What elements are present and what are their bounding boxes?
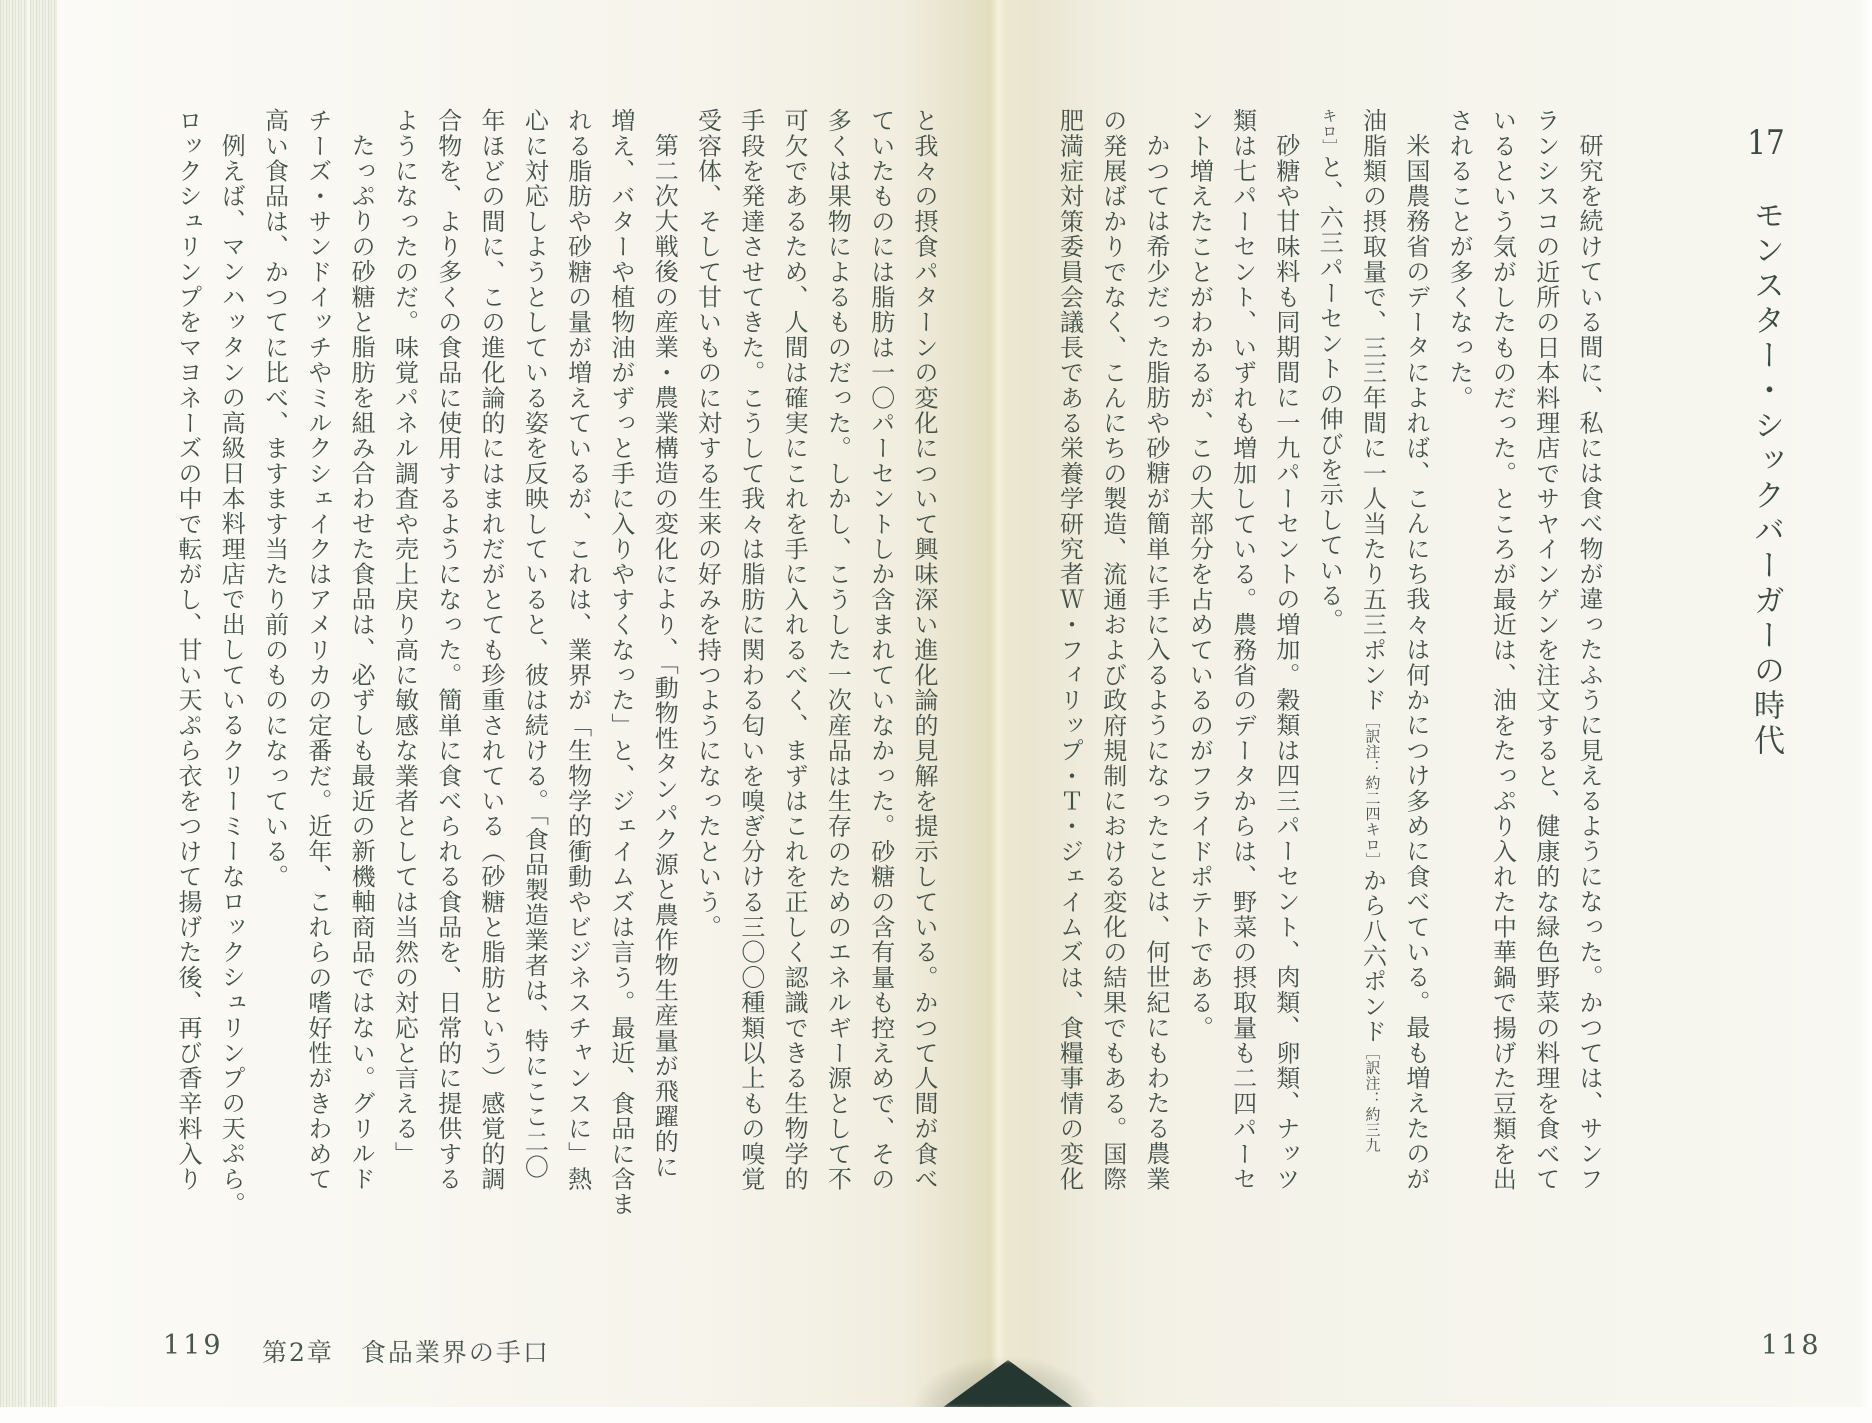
left-page-column-13 xyxy=(382,108,425,1218)
body-text: いるという気がしたものだった。ところが最近は、油をたっぷり入れた中華鍋で揚げた豆類を出 xyxy=(1488,108,1517,1192)
right-page-column-6 xyxy=(1350,108,1393,1218)
left-page-column-18 xyxy=(166,108,209,1218)
running-header: 第2章 食品業界の手口 xyxy=(262,1338,550,1367)
page-number-left: 119 xyxy=(163,1330,224,1361)
left-page-column-2 xyxy=(858,108,901,1218)
body-text: 合物を、より多くの食品に使用するようになった。簡単に食べられる食品を、日常的に提供する xyxy=(433,108,462,1192)
left-page-column-14 xyxy=(339,108,382,1243)
body-text: 肥満症対策委員会議長である栄養学研究者Ｗ・フィリップ・Ｔ・ジェイムズは、食糧事情の変化 xyxy=(1055,108,1084,1192)
right-page-column-12 xyxy=(1090,108,1133,1218)
left-page-column-10 xyxy=(512,108,555,1218)
body-text: 心に対応しようとしている姿を反映していると、彼は続ける。「食品製造業者は、特にここ二〇 xyxy=(520,108,549,1180)
body-text: 多くは果物によるものだった。しかし、こうした一次産品は生存のためのエネルギー源として不 xyxy=(823,108,852,1192)
right-page-column-7 xyxy=(1307,108,1350,1218)
right-page-column-5 xyxy=(1394,108,1437,1243)
body-text: の発展ばかりでなく、こんにちの製造、流通および政府規制における変化の結果でもある。国際 xyxy=(1098,108,1127,1192)
body-text: と我々の摂食パターンの変化について興味深い進化論的見解を提示している。かつて人間が食べ xyxy=(910,108,938,1192)
body-text: 油脂類の摂取量で、三三年間に一人当たり五三ポンド xyxy=(1358,108,1387,713)
body-text: されることが多くなった。 xyxy=(1445,108,1474,411)
left-page-column-8 xyxy=(599,108,642,1218)
right-page-column-1 xyxy=(1567,108,1610,1243)
chapter-title: モンスター・シックバーガーの時代 xyxy=(1748,199,1784,760)
body-text: 増え、バターや植物油がずっと手に入りやすくなった」と、ジェイムズは言う。最近、食品に含ま xyxy=(606,108,635,1217)
left-page-column-16 xyxy=(252,108,295,1218)
left-page-text xyxy=(160,108,945,1218)
left-page-column-3 xyxy=(815,108,858,1218)
body-text: ランシスコの近所の日本料理店でサヤインゲンを注文すると、健康的な緑色野菜の料理を食べて xyxy=(1531,108,1560,1192)
translator-note: ［訳注：約二四キロ］ xyxy=(1363,712,1382,868)
left-page-column-9 xyxy=(555,108,598,1218)
body-text: かつては希少だった脂肪や砂糖が簡単に手に入るようになったことは、何世紀にもわたる農業 xyxy=(1142,133,1171,1192)
body-text: 可欠であるため、人間は確実にこれを手に入れるべく、まずはこれを正しく認識できる生物学的 xyxy=(780,108,809,1192)
right-page-text xyxy=(1047,108,1610,1218)
body-text: と、六三パーセントの伸びを示している。 xyxy=(1315,154,1344,634)
left-page-column-12 xyxy=(425,108,468,1218)
chapter-heading xyxy=(1740,126,1792,1376)
page-edge-stripes-inner xyxy=(30,0,57,1409)
body-text: 手段を発達させてきた。こうして我々は脂肪に関わる匂いを嗅ぎ分ける三〇〇種類以上もの嗅覚 xyxy=(736,108,765,1192)
chapter-number: 17 xyxy=(1747,126,1785,160)
body-text: 第二次大戦後の産業・農業構造の変化により、「動物性タンパク源と農作物生産量が飛躍的に xyxy=(650,133,679,1180)
body-text: チーズ・サンドイッチやミルクシェイクはアメリカの定番だ。近年、これらの嗜好性がきわめて xyxy=(303,108,332,1192)
body-text: 例えば、マンハッタンの高級日本料理店で出しているクリーミーなロックシュリンプの天ぷら。 xyxy=(217,133,246,1217)
right-page-column-11 xyxy=(1134,108,1177,1243)
right-page-column-8 xyxy=(1264,108,1307,1243)
body-text: 米国農務省のデータによれば、こんにち我々は何かにつけ多めに食べている。最も増えたのが xyxy=(1401,133,1430,1192)
page-edge-stripes-outer xyxy=(0,0,27,1409)
body-text: 類は七パーセント、いずれも増加している。農務省のデータからは、野菜の摂取量も二四パーセ xyxy=(1228,108,1257,1192)
left-page-column-5 xyxy=(729,108,772,1218)
right-page-column-10 xyxy=(1177,108,1220,1218)
right-page-column-4 xyxy=(1437,108,1480,1218)
right-page-column-2 xyxy=(1523,108,1566,1218)
left-page-column-6 xyxy=(685,108,728,1218)
body-text: ようになったのだ。味覚パネル調査や売上戻り高に敏感な業者としては当然の対応と言える」 xyxy=(390,108,419,1167)
body-text: れる脂肪や砂糖の量が増えているが、これは、業界が「生物学的衝動やビジネスチャンスに」熱 xyxy=(563,108,592,1192)
left-page-column-15 xyxy=(296,108,339,1218)
body-text: ロックシュリンプをマヨネーズの中で転がし、甘い天ぷら衣をつけて揚げた後、再び香辛料入り xyxy=(173,108,202,1192)
left-page-column-7 xyxy=(642,108,685,1243)
body-text: 年ほどの間に、この進化論的にはまれだがとても珍重されている（砂糖と脂肪という）感覚的調 xyxy=(477,108,506,1192)
left-page-column-1 xyxy=(902,108,945,1218)
body-text: たっぷりの砂糖と脂肪を組み合わせた食品は、必ずしも最近の新機軸商品ではない。グリルド xyxy=(347,133,376,1192)
right-page-column-13 xyxy=(1047,108,1090,1218)
body-text: 砂糖や甘味料も同期間に一九パーセントの増加。穀類は四三パーセント、肉類、卵類、ナッツ xyxy=(1271,133,1300,1192)
scan-bottom-edge xyxy=(0,1407,1872,1423)
left-page-column-11 xyxy=(469,108,512,1218)
left-page-column-4 xyxy=(772,108,815,1218)
right-page-column-9 xyxy=(1220,108,1263,1218)
left-page-column-17 xyxy=(209,108,252,1243)
body-text: 高い食品は、かつてに比べ、ますます当たり前のものになっている。 xyxy=(260,108,289,890)
right-page-column-3 xyxy=(1480,108,1523,1218)
page-number-right: 118 xyxy=(1761,1330,1822,1361)
body-text: ント増えたことがわかるが、この大部分を占めているのがフライドポテトである。 xyxy=(1185,108,1214,1041)
translator-note: キロ］ xyxy=(1320,108,1339,155)
body-text: 受容体、そして甘いものに対する生来の好みを持つようになったという。 xyxy=(693,108,722,940)
body-text: ていたものには脂肪は一〇パーセントしか含まれていなかった。砂糖の含有量も控えめで、その xyxy=(866,108,895,1192)
body-text: 研究を続けている間に、私には食べ物が違ったふうに見えるようになった。かつては、サンフ xyxy=(1575,133,1603,1192)
translator-note: ［訳注：約三九 xyxy=(1363,1044,1382,1153)
body-text: から八六ポンド xyxy=(1358,867,1387,1045)
